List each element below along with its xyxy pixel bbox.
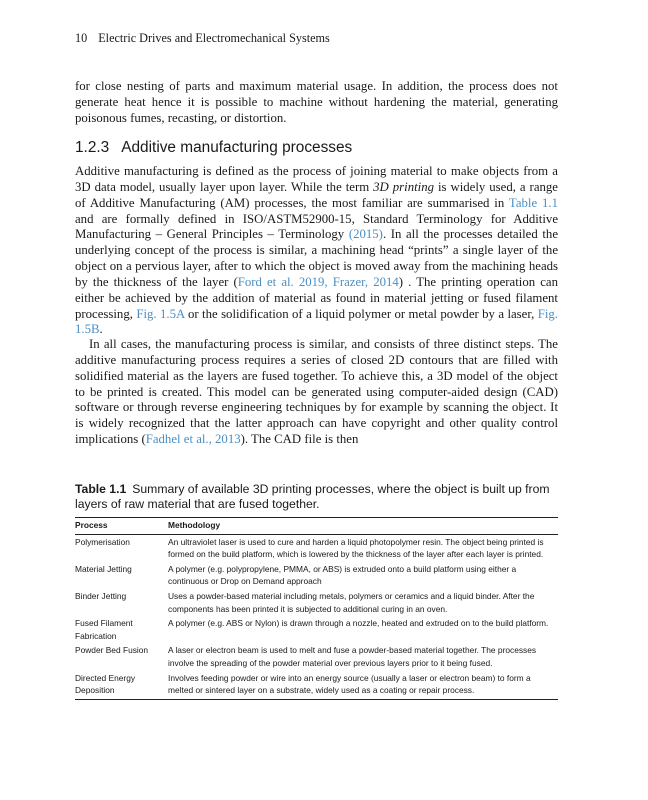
table-header-row (75, 518, 558, 535)
table-row (75, 671, 558, 700)
section-heading (75, 139, 558, 157)
table-row (75, 534, 558, 562)
table-caption (75, 482, 558, 512)
table-label: Table 1.1 (75, 482, 127, 496)
cell-methodology: A polymer (e.g. polypropylene, PMMA, or ABS) is extruded onto a build platform using either a continuous or Drop on Demand approach (168, 563, 517, 587)
citation-fadhel-link[interactable]: Fadhel et al., 2013 (145, 432, 241, 447)
header-process: Process (75, 518, 168, 535)
section-number: 1.2.3 (75, 139, 110, 156)
emphasis-3d-printing: 3D printing (373, 179, 435, 194)
table-row (75, 562, 558, 589)
cell-process: Material Jetting (75, 563, 132, 574)
figure-1-5a-link[interactable]: Fig. 1.5A (136, 306, 185, 321)
citation-ford-frazer-link[interactable]: Ford et al. 2019, Frazer, 2014 (237, 274, 399, 289)
cell-methodology: A laser or electron beam is used to melt and fuse a powder-based material together. The processes involve the spreading of the powder material over previous layers prior to it being fused. (168, 645, 537, 668)
cell-methodology: Uses a powder-based material including metals, polymers or ceramics and a liquid binder. After the components has been printed it is subjected to additional curing in an oven. (168, 590, 535, 614)
header-methodology: Methodology (168, 518, 558, 535)
table-1-1 (75, 482, 558, 700)
table-row (75, 643, 558, 670)
cell-process: Polymerisation (75, 536, 130, 547)
book-title: Electric Drives and Electromechanical Systems (98, 31, 330, 45)
table-row (75, 589, 558, 616)
table-row (75, 616, 558, 643)
cell-methodology: A polymer (e.g. ABS or Nylon) is drawn through a nozzle, heated and extruded on to the build platform. (168, 618, 549, 629)
cell-methodology: An ultraviolet laser is used to cure and harden a liquid photopolymer resin. The object being printed is formed on the build platform, which is lowered by the thickness of the layer after each layer is printed. (168, 536, 544, 560)
intro-paragraph: for close nesting of parts and maximum material usage. In addition, the process does not generate heat hence it is possible to machine without hardening the material, generating poisonous fumes, recasting, or distortion. (75, 79, 558, 125)
paragraph-am-definition: Additive manufacturing is defined as the process of joining material to make objects from a 3D data model, usually layer upon layer. While the term 3D printing is widely used, a range of Additive Manufacturing (AM) processes, the most familiar are summarised in Table 1.1 and are formally defined in ISO/ASTM52900-15, Standard Terminology for Additive Manufacturing – General Principles – Terminology (2015). In all the processes detailed the underlying concept of the process is similar, a machining head “prints” a single layer of the object on a pervious layer, after to which the object is moved away from the machining heads by the thickness of the layer (Ford et al. 2019, Frazer, 2014) . The printing operation can either be achieved by the addition of material as found in material jetting or fused filament processing, Fig. 1.5A or the solidification of a liquid polymer or metal powder by a laser, Fig. 1.5B. (75, 164, 559, 337)
iso-year-link[interactable]: (2015) (348, 227, 383, 242)
cell-methodology: Involves feeding powder or wire into an energy source (usually a laser or electron beam) to form a melted or sintered layer on a substrate, widely used as a coating or repair process. (168, 671, 558, 700)
cell-process: Binder Jetting (75, 590, 127, 601)
cell-process: Powder Bed Fusion (75, 645, 149, 656)
paragraph-process-steps: In all cases, the manufacturing process is similar, and consists of three distinct steps. The additive manufacturing process requires a series of closed 2D contours that are filled with solidified material as the layers are fused together. To achieve this, a 3D model of the object to be printed is created. This model can be generated using computer-aided design (CAD) software or through reverse engineering techniques by for example by scanning the object. It is widely recognized that the latter approach can have copyright and other quality control implications (Fadhel et al., 2013). The CAD file is then (75, 337, 558, 447)
cell-process: Directed Energy Deposition (75, 671, 168, 700)
running-head (75, 31, 330, 46)
figure-1-5b-link[interactable]: Fig. 1.5B (75, 306, 558, 337)
table-1-1-link[interactable]: Table 1.1 (508, 195, 559, 210)
table-caption-text: Summary of available 3D printing processes, where the object is built up from layers of raw material that are fused together. (75, 482, 550, 511)
process-table (75, 517, 558, 700)
page-number: 10 (75, 31, 88, 45)
cell-process: Fused Filament Fabrication (75, 618, 133, 641)
section-title: Additive manufacturing processes (121, 139, 353, 156)
